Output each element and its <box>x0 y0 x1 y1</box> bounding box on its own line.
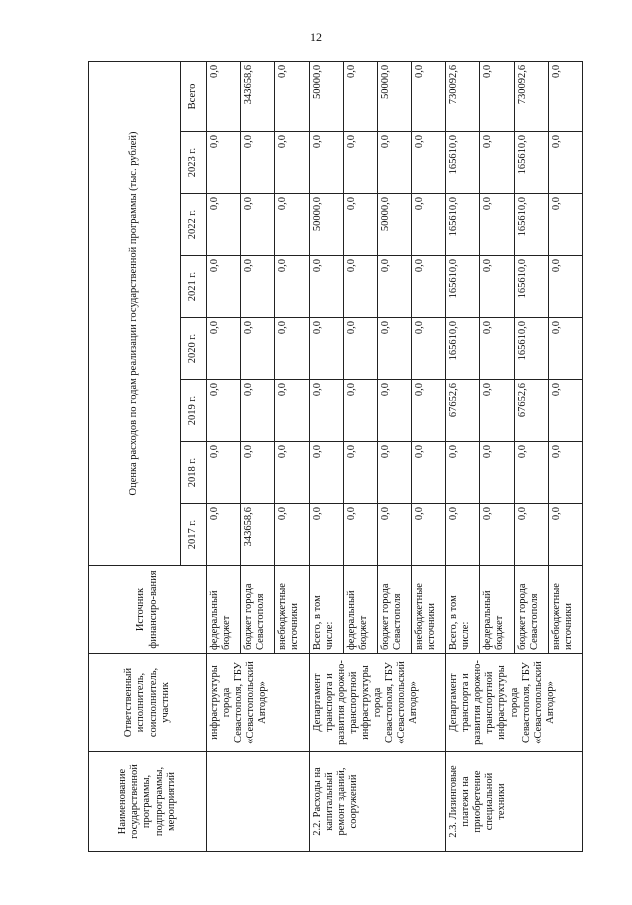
measure-name-cell: 2.2. Расходы на капитальный ремонт зданий, сооружений <box>309 752 446 852</box>
year-value-cell: 0,0 <box>207 132 241 194</box>
year-value-cell: 0,0 <box>241 194 275 256</box>
year-value-cell: 0,0 <box>309 380 343 442</box>
responsible-cell: инфраструктуры города Севастополя, ГБУ «Севастопольский Автодор» <box>207 654 310 752</box>
year-value-cell: 0,0 <box>343 380 377 442</box>
header-responsible: Ответственный исполнитель, соисполнитель, участник <box>89 654 207 752</box>
year-value-cell: 0,0 <box>412 256 446 318</box>
funding-source-cell: федеральный бюджет <box>480 566 514 654</box>
table-row <box>309 61 343 851</box>
year-value-cell: 165610,0 <box>446 318 480 380</box>
table-row <box>446 61 480 851</box>
budget-table <box>88 61 583 852</box>
year-value-cell: 0,0 <box>343 442 377 504</box>
header-year: 2022 г. <box>181 194 207 256</box>
year-value-cell: 0,0 <box>207 380 241 442</box>
year-value-cell: 0,0 <box>480 318 514 380</box>
year-value-cell: 0,0 <box>548 504 582 566</box>
year-value-cell: 165610,0 <box>514 132 548 194</box>
year-value-cell: 0,0 <box>241 132 275 194</box>
year-value-cell: 0,0 <box>275 504 309 566</box>
year-value-cell: 0,0 <box>412 380 446 442</box>
year-value-cell: 67652,6 <box>514 380 548 442</box>
total-cell: 50000,0 <box>377 61 411 131</box>
year-value-cell: 0,0 <box>343 194 377 256</box>
table-row <box>207 61 241 851</box>
header-name: Наименование государственной программы, подпрограммы, мероприятий <box>89 752 207 852</box>
year-value-cell: 165610,0 <box>446 132 480 194</box>
year-value-cell: 165610,0 <box>446 194 480 256</box>
year-value-cell: 0,0 <box>343 132 377 194</box>
year-value-cell: 0,0 <box>446 504 480 566</box>
year-value-cell: 0,0 <box>343 504 377 566</box>
year-value-cell: 165610,0 <box>514 194 548 256</box>
funding-source-cell: Всего, в том числе: <box>446 566 480 654</box>
total-cell: 0,0 <box>207 61 241 131</box>
year-value-cell: 0,0 <box>377 256 411 318</box>
year-value-cell: 0,0 <box>446 442 480 504</box>
page-number: 12 <box>310 30 322 44</box>
funding-source-cell: федеральный бюджет <box>207 566 241 654</box>
year-value-cell: 0,0 <box>241 442 275 504</box>
year-value-cell: 0,0 <box>377 442 411 504</box>
funding-source-cell: Всего, в том числе: <box>309 566 343 654</box>
year-value-cell: 50000,0 <box>309 194 343 256</box>
year-value-cell: 0,0 <box>207 504 241 566</box>
year-value-cell: 0,0 <box>309 504 343 566</box>
year-value-cell: 165610,0 <box>514 256 548 318</box>
funding-source-cell: внебюджетные источники <box>548 566 582 654</box>
year-value-cell: 0,0 <box>412 132 446 194</box>
measure-name-cell <box>207 752 310 852</box>
year-value-cell: 0,0 <box>207 442 241 504</box>
year-value-cell: 0,0 <box>241 380 275 442</box>
total-cell: 0,0 <box>548 61 582 131</box>
year-value-cell: 343658,6 <box>241 504 275 566</box>
header-total: Всего <box>181 61 207 131</box>
year-value-cell: 0,0 <box>412 442 446 504</box>
header-year: 2018 г. <box>181 442 207 504</box>
header-year: 2019 г. <box>181 380 207 442</box>
year-value-cell: 165610,0 <box>514 318 548 380</box>
year-value-cell: 67652,6 <box>446 380 480 442</box>
year-value-cell: 0,0 <box>514 442 548 504</box>
year-value-cell: 0,0 <box>241 318 275 380</box>
year-value-cell: 0,0 <box>548 132 582 194</box>
year-value-cell: 0,0 <box>480 194 514 256</box>
year-value-cell: 0,0 <box>207 256 241 318</box>
year-value-cell: 0,0 <box>480 442 514 504</box>
year-value-cell: 0,0 <box>412 318 446 380</box>
year-value-cell: 0,0 <box>514 504 548 566</box>
header-year: 2020 г. <box>181 318 207 380</box>
year-value-cell: 0,0 <box>377 318 411 380</box>
rotated-table-canvas <box>88 62 583 852</box>
year-value-cell: 0,0 <box>275 442 309 504</box>
header-year: 2021 г. <box>181 256 207 318</box>
year-value-cell: 0,0 <box>480 256 514 318</box>
year-value-cell: 0,0 <box>275 132 309 194</box>
year-value-cell: 0,0 <box>377 504 411 566</box>
year-value-cell: 0,0 <box>548 442 582 504</box>
funding-source-cell: внебюджетные источники <box>412 566 446 654</box>
year-value-cell: 0,0 <box>309 442 343 504</box>
total-cell: 0,0 <box>412 61 446 131</box>
funding-source-cell: внебюджетные источники <box>275 566 309 654</box>
year-value-cell: 0,0 <box>241 256 275 318</box>
total-cell: 730092,6 <box>446 61 480 131</box>
year-value-cell: 50000,0 <box>377 194 411 256</box>
total-cell: 0,0 <box>343 61 377 131</box>
total-cell: 343658,6 <box>241 61 275 131</box>
year-value-cell: 0,0 <box>548 380 582 442</box>
year-value-cell: 0,0 <box>275 318 309 380</box>
header-source: Источник финансиро-вания <box>89 566 207 654</box>
year-value-cell: 0,0 <box>275 380 309 442</box>
funding-source-cell: бюджет города Севастополя <box>514 566 548 654</box>
year-value-cell: 0,0 <box>309 256 343 318</box>
total-cell: 0,0 <box>480 61 514 131</box>
measure-name-cell: 2.3. Лизинговые платежи на приобретение специальной техники <box>446 752 583 852</box>
header-year: 2023 г. <box>181 132 207 194</box>
year-value-cell: 0,0 <box>309 132 343 194</box>
responsible-cell: Департамент транспорта и развития дорожно-транспортной инфраструктуры города Севастополя, ГБУ «Севастопольский Автодор» <box>446 654 583 752</box>
year-value-cell: 0,0 <box>275 194 309 256</box>
year-value-cell: 0,0 <box>343 318 377 380</box>
header-estimate: Оценка расходов по годам реализации государственной программы (тыс. рублей) <box>89 61 181 565</box>
year-value-cell: 0,0 <box>412 194 446 256</box>
header-year: 2017 г. <box>181 504 207 566</box>
funding-source-cell: бюджет города Севастополя <box>377 566 411 654</box>
responsible-cell: Департамент транспорта и развития дорожно-транспортной инфраструктуры города Севастополя, ГБУ «Севастопольский Автодор» <box>309 654 446 752</box>
total-cell: 730092,6 <box>514 61 548 131</box>
year-value-cell: 0,0 <box>548 318 582 380</box>
year-value-cell: 0,0 <box>548 256 582 318</box>
year-value-cell: 0,0 <box>309 318 343 380</box>
year-value-cell: 0,0 <box>207 318 241 380</box>
year-value-cell: 0,0 <box>275 256 309 318</box>
year-value-cell: 0,0 <box>480 504 514 566</box>
year-value-cell: 0,0 <box>548 194 582 256</box>
year-value-cell: 0,0 <box>412 504 446 566</box>
year-value-cell: 0,0 <box>207 194 241 256</box>
year-value-cell: 0,0 <box>343 256 377 318</box>
year-value-cell: 0,0 <box>480 380 514 442</box>
funding-source-cell: федеральный бюджет <box>343 566 377 654</box>
total-cell: 50000,0 <box>309 61 343 131</box>
total-cell: 0,0 <box>275 61 309 131</box>
year-value-cell: 0,0 <box>377 380 411 442</box>
year-value-cell: 165610,0 <box>446 256 480 318</box>
table-body <box>207 61 583 851</box>
funding-source-cell: бюджет города Севастополя <box>241 566 275 654</box>
year-value-cell: 0,0 <box>480 132 514 194</box>
year-value-cell: 0,0 <box>377 132 411 194</box>
